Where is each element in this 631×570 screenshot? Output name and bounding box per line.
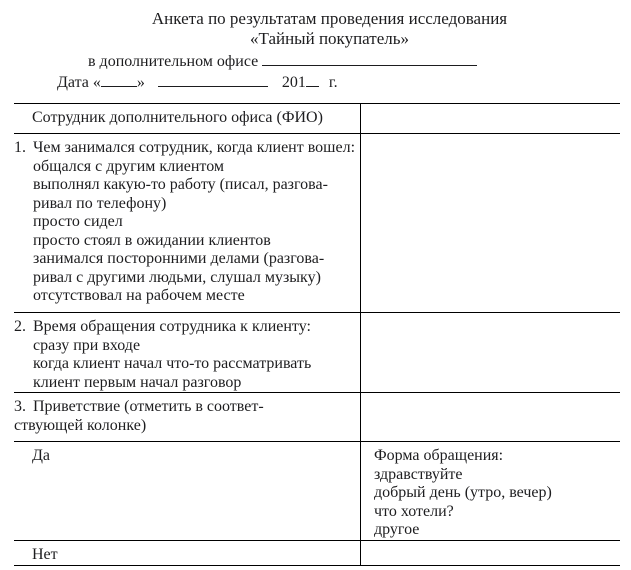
table-row-q2 (14, 313, 620, 393)
office-line (88, 51, 631, 72)
q1-option-3: просто сидел (33, 213, 123, 230)
fio-label: Сотрудник дополнительного офиса (ФИО) (32, 109, 323, 126)
q1-option-2-cont: ривал по телефону) (33, 194, 167, 212)
q3-answer-cell[interactable] (360, 393, 620, 441)
q2-option-1: сразу при входе (33, 336, 141, 354)
no-answer-cell[interactable] (360, 541, 620, 565)
q2-option-2: когда клиент начал что-то рассматривать (33, 355, 312, 372)
q2-question-cell (14, 313, 360, 392)
survey-table (14, 103, 620, 566)
date-label: Дата (57, 74, 89, 91)
greeting-option-1: здравствуйте (374, 465, 463, 483)
table-row-q1 (14, 134, 620, 313)
date-month-blank[interactable] (158, 72, 268, 87)
form-title-line2: «Тайный покупатель» (249, 29, 409, 48)
table-row-no (14, 541, 620, 566)
q2-number: 2. (14, 318, 26, 335)
table-row-yes (14, 442, 620, 541)
q1-answer-cell[interactable] (360, 134, 620, 312)
office-name-blank[interactable] (262, 51, 477, 66)
q1-option-4: просто стоял в ожидании клиентов (33, 231, 271, 249)
greeting-option-4: другое (374, 521, 420, 538)
q1-option-2: выполнял какую-то работу (писал, разгова- (33, 176, 328, 193)
date-year-blank[interactable] (306, 72, 319, 87)
q1-option-5: занимался посторонними делами (разгова- (33, 250, 325, 267)
date-open-quote: « (92, 74, 101, 91)
table-row-q3 (14, 393, 620, 442)
yes-answer-cell[interactable] (360, 442, 620, 540)
q3-question-line (14, 398, 358, 417)
q2-answer-cell[interactable] (360, 313, 620, 392)
q1-number: 1. (14, 139, 26, 156)
q3-question: Приветствие (отметить в соответ- (33, 398, 264, 415)
q3-question-cell (14, 393, 360, 441)
q2-question: Время обращения сотрудника к клиенту: (33, 318, 311, 335)
date-line (57, 72, 631, 93)
q3-question-cont: ствующей колонке) (14, 416, 147, 434)
no-label: Нет (32, 545, 58, 563)
q2-option-3: клиент первым начал разговор (33, 373, 242, 391)
date-year-suffix: г. (328, 74, 338, 91)
q1-option-1: общался с другим клиентом (33, 157, 225, 175)
date-year-prefix: 201 (281, 74, 306, 91)
form-header (0, 0, 631, 93)
greeting-option-2: добрый день (утро, вечер) (374, 484, 552, 501)
date-close-quote: » (136, 74, 145, 91)
q1-question-cell (14, 134, 360, 312)
office-label: в дополнительном офисе (88, 53, 259, 70)
q3-number: 3. (14, 398, 26, 415)
form-title-line1: Анкета по результатам проведения исследования (151, 9, 508, 28)
greeting-option-3: что хотели? (374, 502, 454, 520)
greeting-form-title: Форма обращения: (374, 447, 504, 464)
fio-answer-cell[interactable] (360, 104, 620, 133)
q2-question-line (14, 318, 358, 337)
q1-option-6: отсутствовал на рабочем месте (33, 287, 245, 304)
yes-label: Да (32, 447, 51, 464)
q1-question: Чем занимался сотрудник, когда клиент вошел: (33, 139, 356, 156)
table-row-fio (14, 104, 620, 134)
date-day-blank[interactable] (101, 72, 137, 87)
q1-option-5-cont: ривал с другими людьми, слушал музыку) (33, 268, 321, 286)
q1-question-line (14, 139, 358, 158)
